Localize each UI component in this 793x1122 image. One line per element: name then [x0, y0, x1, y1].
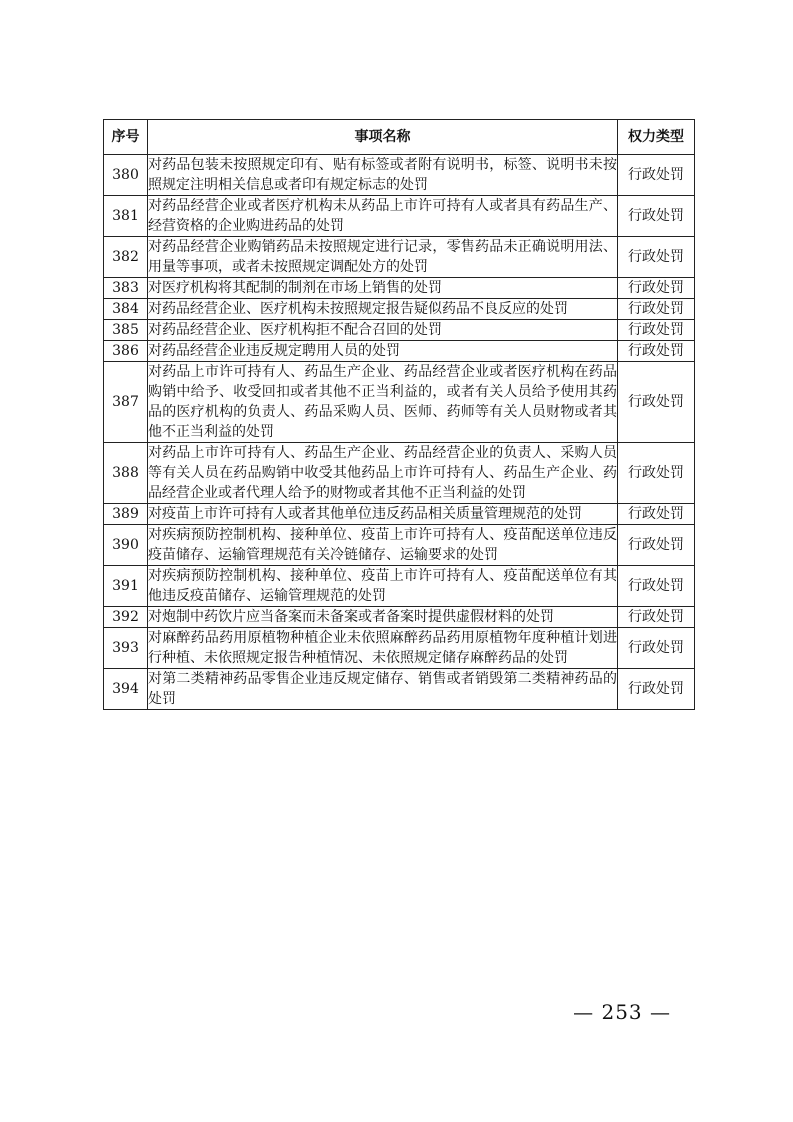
table-row: [104, 278, 695, 299]
item-name: 对药品上市许可持有人、药品生产企业、药品经营企业或者医疗机构在药品购销中给予、收受回扣或者其他不正当利益的，或者有关人员给予使用其药品的医疗机构的负责人、药品采购人员、医师、药师等有关人员财物或者其他不正当利益的处罚: [148, 362, 618, 443]
row-number: 387: [104, 362, 148, 443]
table-row: [104, 607, 695, 628]
power-type: 行政处罚: [618, 628, 695, 669]
page-number: — 253 —: [573, 1000, 671, 1024]
header-no: 序号: [104, 120, 148, 155]
row-number: 380: [104, 155, 148, 196]
header-power-type: 权力类型: [618, 120, 695, 155]
power-type: 行政处罚: [618, 196, 695, 237]
power-type: 行政处罚: [618, 566, 695, 607]
item-name: 对炮制中药饮片应当备案而未备案或者备案时提供虚假材料的处罚: [148, 607, 618, 628]
item-name: 对药品经营企业违反规定聘用人员的处罚: [148, 341, 618, 362]
item-name: 对药品经营企业、医疗机构拒不配合召回的处罚: [148, 320, 618, 341]
header-item-name: 事项名称: [148, 120, 618, 155]
table-row: [104, 443, 695, 504]
item-name: 对药品上市许可持有人、药品生产企业、药品经营企业的负责人、采购人员等有关人员在药品购销中收受其他药品上市许可持有人、药品生产企业、药品经营企业或者代理人给予的财物或者其他不正当利益的处罚: [148, 443, 618, 504]
row-number: 394: [104, 669, 148, 710]
table-header-row: [104, 120, 695, 155]
item-name: 对药品包装未按照规定印有、贴有标签或者附有说明书，标签、说明书未按照规定注明相关信息或者印有规定标志的处罚: [148, 155, 618, 196]
power-type: 行政处罚: [618, 504, 695, 525]
item-name: 对医疗机构将其配制的制剂在市场上销售的处罚: [148, 278, 618, 299]
power-type: 行政处罚: [618, 237, 695, 278]
row-number: 392: [104, 607, 148, 628]
power-type: 行政处罚: [618, 299, 695, 320]
power-type: 行政处罚: [618, 669, 695, 710]
item-name: 对第二类精神药品零售企业违反规定储存、销售或者销毁第二类精神药品的处罚: [148, 669, 618, 710]
table-body: [104, 155, 695, 710]
row-number: 388: [104, 443, 148, 504]
power-type: 行政处罚: [618, 362, 695, 443]
row-number: 382: [104, 237, 148, 278]
row-number: 391: [104, 566, 148, 607]
power-type: 行政处罚: [618, 525, 695, 566]
row-number: 381: [104, 196, 148, 237]
item-name: 对药品经营企业购销药品未按照规定进行记录，零售药品未正确说明用法、用量等事项，或者未按照规定调配处方的处罚: [148, 237, 618, 278]
power-type: 行政处罚: [618, 155, 695, 196]
row-number: 383: [104, 278, 148, 299]
administrative-power-table: [103, 119, 695, 710]
table-row: [104, 525, 695, 566]
table-row: [104, 504, 695, 525]
item-name: 对疾病预防控制机构、接种单位、疫苗上市许可持有人、疫苗配送单位违反疫苗储存、运输管理规范有关冷链储存、运输要求的处罚: [148, 525, 618, 566]
table-row: [104, 237, 695, 278]
row-number: 393: [104, 628, 148, 669]
table-row: [104, 362, 695, 443]
item-name: 对疫苗上市许可持有人或者其他单位违反药品相关质量管理规范的处罚: [148, 504, 618, 525]
table-row: [104, 628, 695, 669]
power-type: 行政处罚: [618, 278, 695, 299]
power-type: 行政处罚: [618, 443, 695, 504]
item-name: 对麻醉药品药用原植物种植企业未依照麻醉药品药用原植物年度种植计划进行种植、未依照规定报告种植情况、未依照规定储存麻醉药品的处罚: [148, 628, 618, 669]
row-number: 385: [104, 320, 148, 341]
power-type: 行政处罚: [618, 320, 695, 341]
table-row: [104, 196, 695, 237]
item-name: 对药品经营企业或者医疗机构未从药品上市许可持有人或者具有药品生产、经营资格的企业购进药品的处罚: [148, 196, 618, 237]
table-row: [104, 566, 695, 607]
table-row: [104, 669, 695, 710]
power-type: 行政处罚: [618, 607, 695, 628]
row-number: 384: [104, 299, 148, 320]
table-row: [104, 299, 695, 320]
row-number: 389: [104, 504, 148, 525]
table-row: [104, 320, 695, 341]
power-type: 行政处罚: [618, 341, 695, 362]
item-name: 对疾病预防控制机构、接种单位、疫苗上市许可持有人、疫苗配送单位有其他违反疫苗储存、运输管理规范的处罚: [148, 566, 618, 607]
row-number: 386: [104, 341, 148, 362]
row-number: 390: [104, 525, 148, 566]
item-name: 对药品经营企业、医疗机构未按照规定报告疑似药品不良反应的处罚: [148, 299, 618, 320]
table-row: [104, 341, 695, 362]
table-row: [104, 155, 695, 196]
